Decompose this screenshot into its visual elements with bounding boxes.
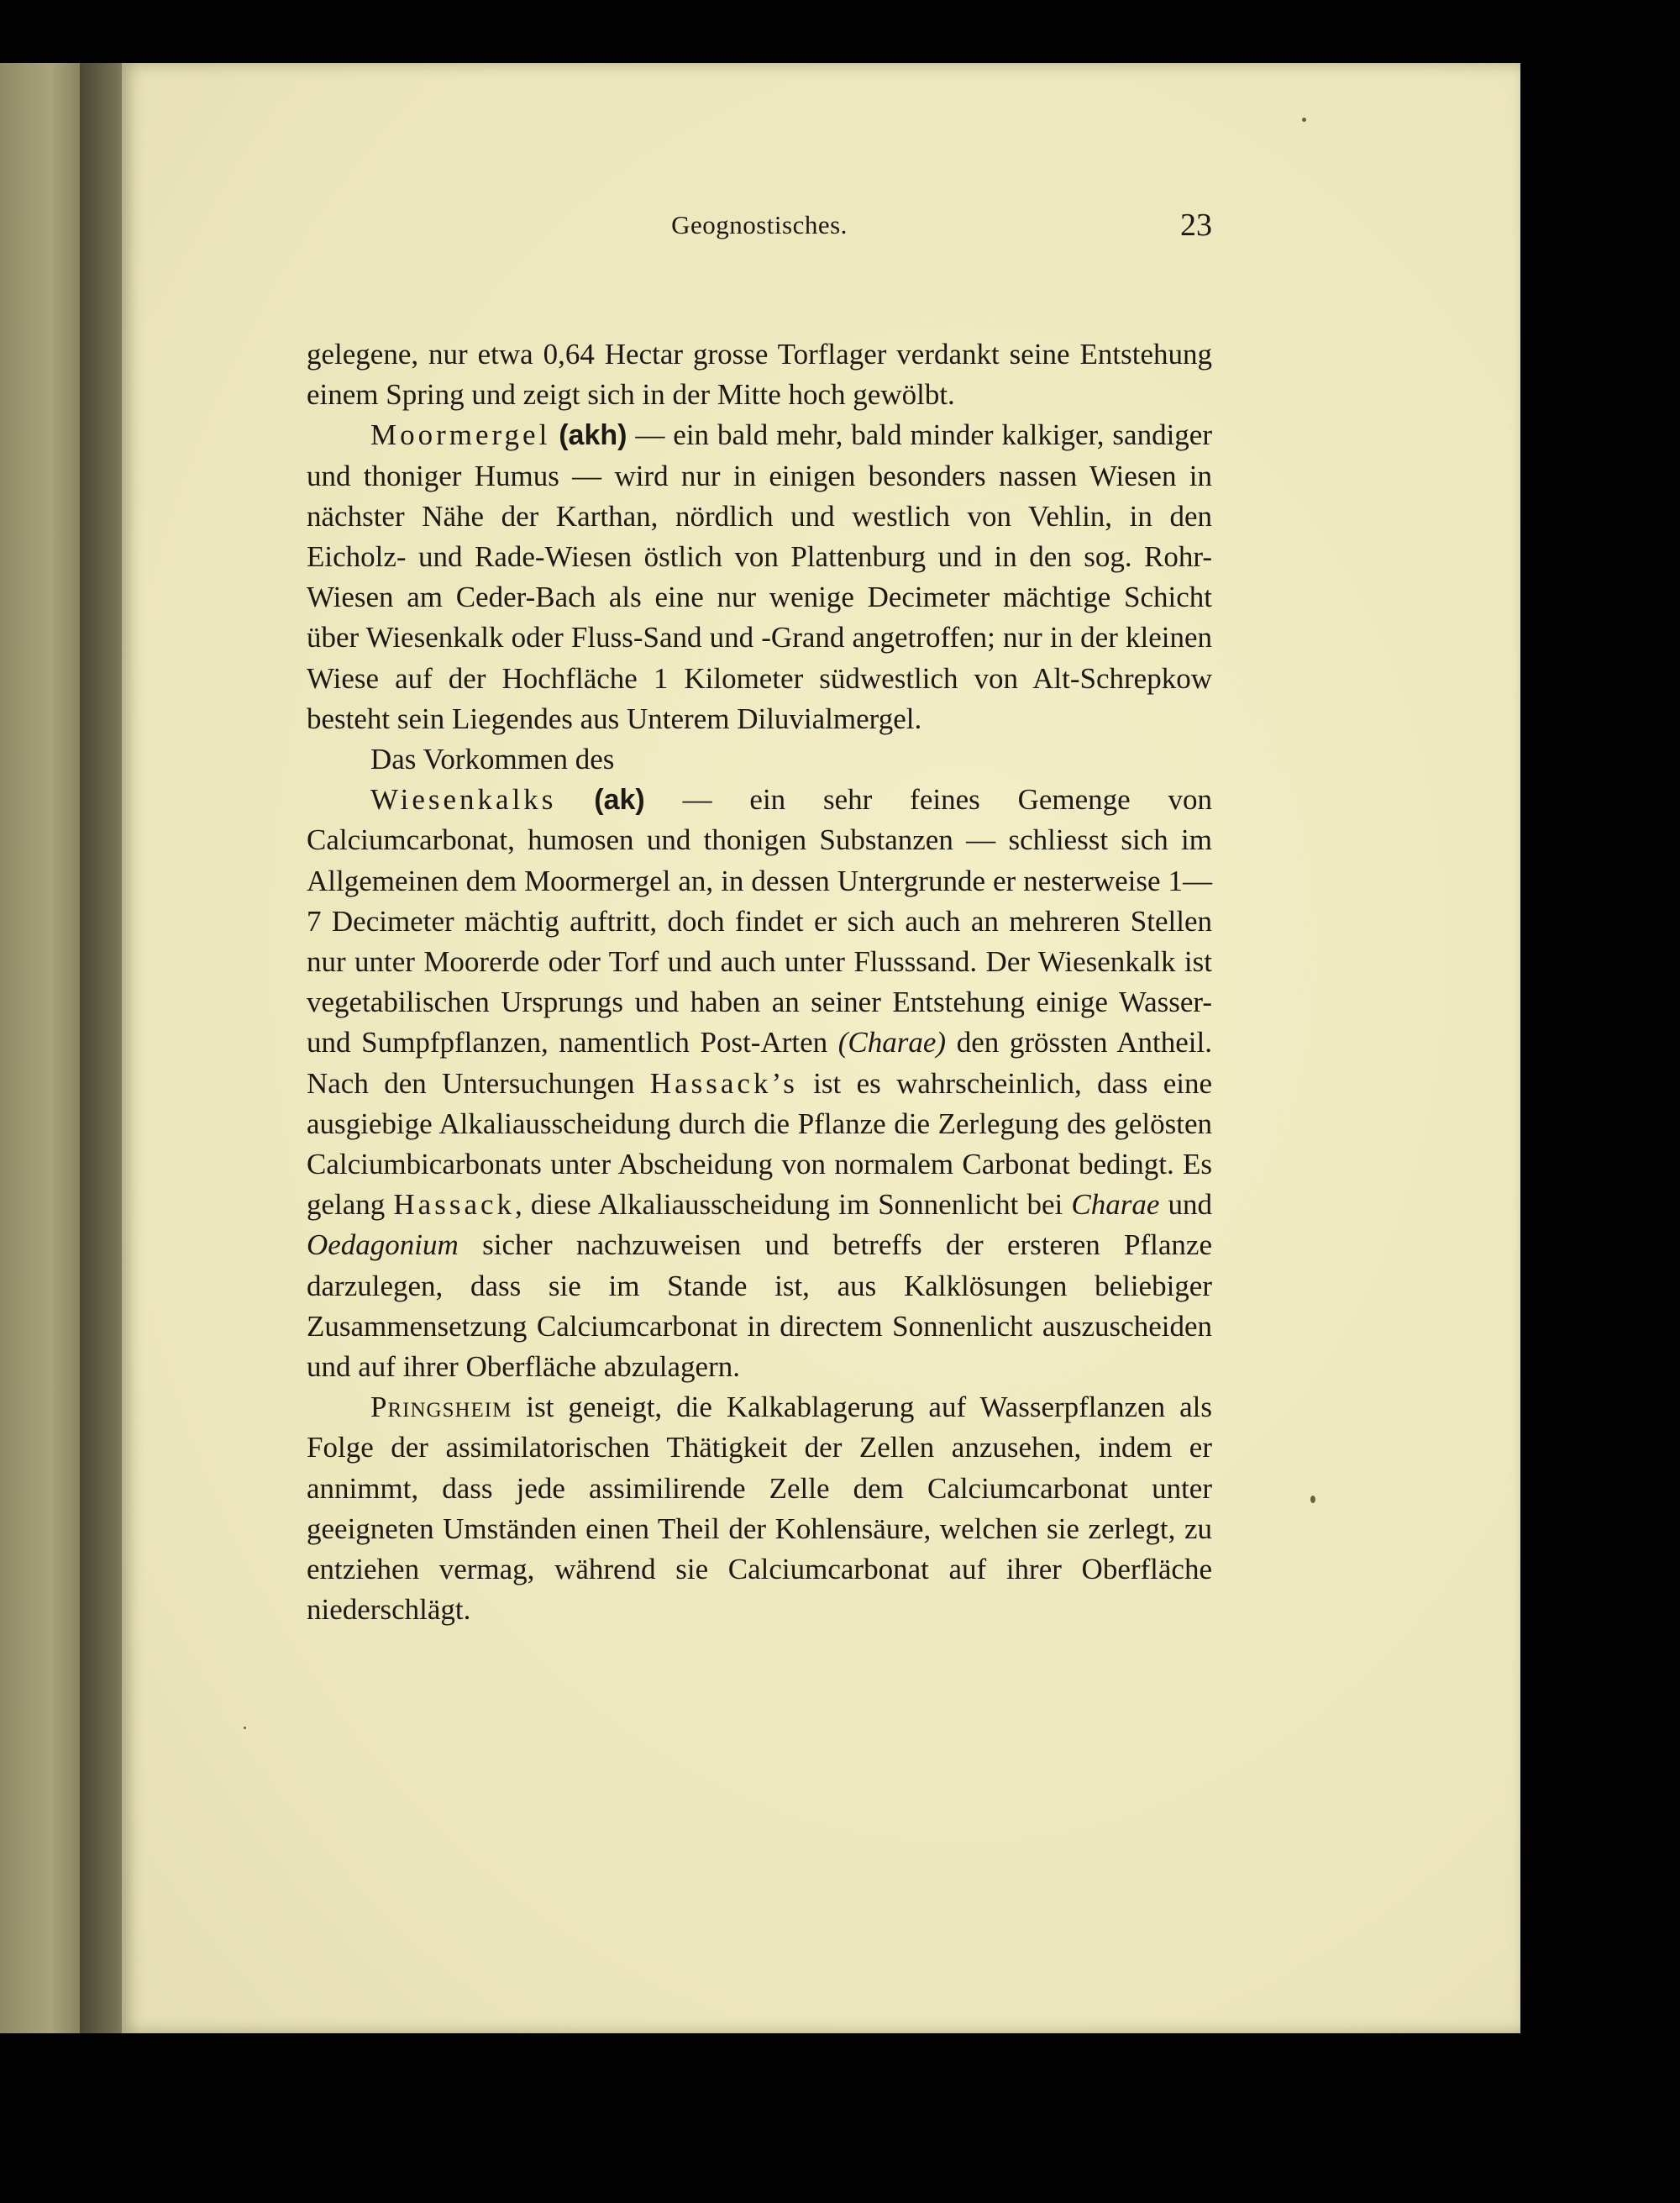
page-body: [307, 334, 1212, 1631]
symbol-akh: (akh): [559, 419, 627, 452]
paragraph-text: gelegene, nur etwa 0,64 Hectar grosse Torflager verdankt seine Entstehung einem Spring und zeigt sich in der Mitte hoch gewölbt.: [307, 338, 1212, 412]
term-moormergel: Moormergel: [370, 418, 551, 452]
paper-speck: [1310, 1496, 1315, 1503]
italic-oedagonium: Oedagonium: [307, 1228, 459, 1262]
paragraph-text: den grössten Antheil. Nach den Untersuchungen: [307, 1026, 1212, 1100]
name-pringsheim: Pringsheim: [370, 1391, 512, 1424]
running-head-title: Geognostisches.: [671, 210, 848, 239]
term-wiesenkalks: Wiesenkalks: [370, 783, 557, 817]
running-head: [307, 208, 1212, 250]
paragraph-text: , diese Alkaliausscheidung im Sonnenlicht bei: [515, 1188, 1072, 1222]
paragraph-text: Das Vorkommen des: [370, 743, 615, 776]
italic-charae: Charae: [1071, 1188, 1160, 1222]
paragraph-text: ist es wahrscheinlich, dass eine ausgiebige Alkaliausscheidung durch die Pflanze die Zerlegung des gelösten Calciumbicarbonats unter Abscheidung von normalem Carbonat bedingt. Es gelang: [307, 1066, 1213, 1222]
italic-charae: (Charae): [837, 1026, 947, 1059]
symbol-ak: (ak): [594, 784, 645, 817]
paragraph-text: und: [1159, 1188, 1212, 1222]
paragraph-wiesenkalk: [307, 780, 1212, 1387]
paragraph-text: ist geneigt, die Kalkablagerung auf Wasserpflanzen als Folge der assimilatorischen Thätigkeit der Zellen anzusehen, indem er annimmt, dass jede assimilirende Zelle dem Calciumcarbonat unter geeigneten Umständen einen Theil der Kohlensäure, welchen sie zerlegt, zu entziehen vermag, während sie Calciumcarbonat auf ihrer Oberfläche niederschlägt.: [307, 1391, 1212, 1627]
paper-speck: [244, 1727, 246, 1729]
paragraph-text: sicher nachzuweisen und betreffs der ersteren Pflanze darzulegen, dass sie im Stande ist, aus Kalklösungen beliebiger Zusammensetzung Calciumcarbonat in directem Sonnenlicht auszuscheiden und auf ihrer Oberfläche abzulagern.: [307, 1228, 1212, 1384]
paragraph-text: — ein bald mehr, bald minder kalkiger, sandiger und thoniger Humus — wird nur in einigen besonders nassen Wiesen in nächster Nähe der Karthan, nördlich und westlich von Vehlin, in den Eicholz- und Rade-Wiesen östlich von Plattenburg und in den sog. Rohr-Wiesen am Ceder-Bach als eine nur wenige Decimeter mächtige Schicht über Wiesenkalk oder Fluss-Sand und -Grand angetroffen; nur in der kleinen Wiese auf der Hochfläche 1 Kilometer südwestlich von Alt-Schrepkow besteht sein Liegendes aus Unterem Diluvialmergel.: [307, 418, 1212, 735]
paper-speck: [1302, 118, 1306, 122]
page-number: 23: [1180, 208, 1212, 243]
paragraph-vorkommen: [307, 739, 1212, 780]
paragraph-torflager: [307, 334, 1212, 415]
paragraph-moormergel: [307, 415, 1212, 739]
paragraph-text: — ein sehr feines Gemenge von Calciumcarbonat, humosen und thonigen Substanzen — schliesst sich im Allgemeinen dem Moormergel an, in dessen Untergrunde er nesterweise 1—7 Decimeter mächtig auftritt, doch findet er sich auch an mehreren Stellen nur unter Moorerde oder Torf und auch unter Flusssand. Der Wiesenkalk ist vegetabilischen Ursprungs und haben an seiner Entstehung einige Wasser- und Sumpfpflanzen, namentlich Post-Arten: [307, 783, 1213, 1059]
paragraph-pringsheim: [307, 1387, 1212, 1630]
name-hassack: Hassack: [393, 1188, 516, 1222]
name-hassacks: Hassack’s: [649, 1066, 798, 1100]
